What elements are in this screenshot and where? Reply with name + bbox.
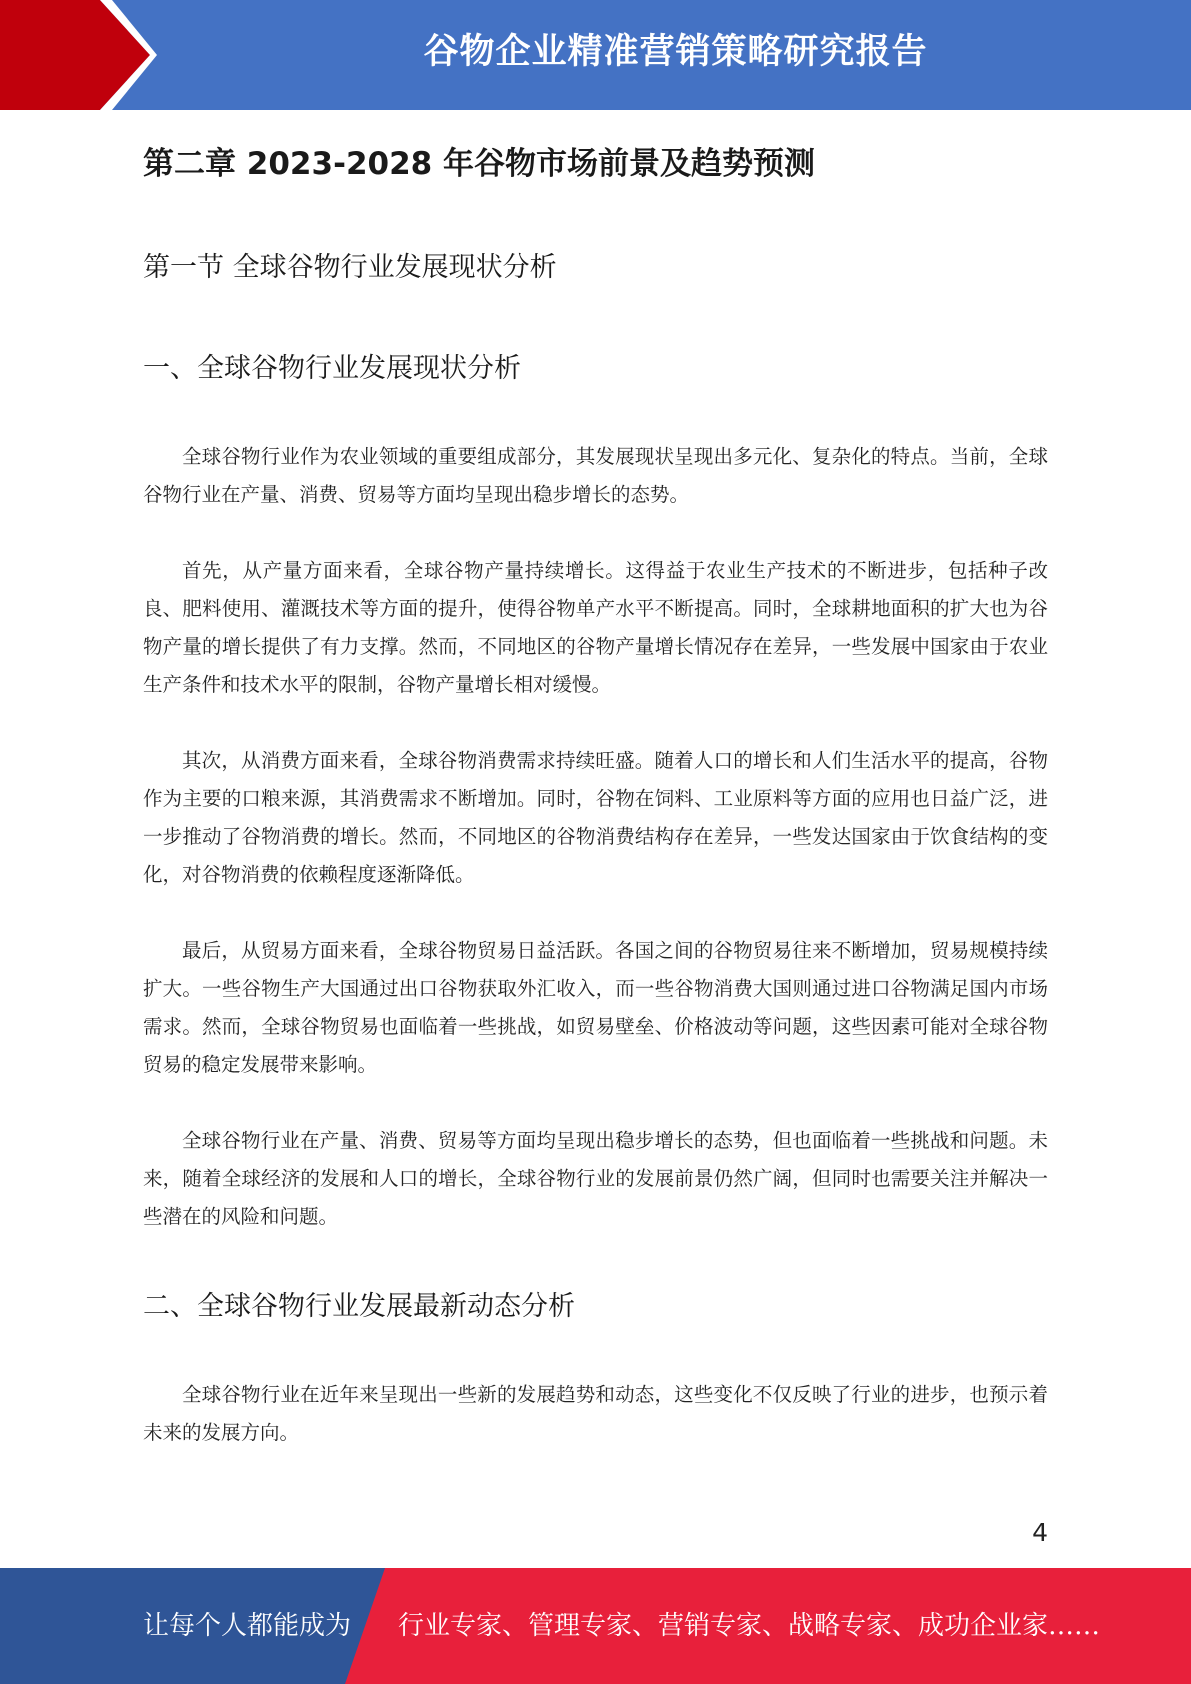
section-title: 第一节 全球谷物行业发展现状分析 — [143, 252, 557, 283]
paragraph: 首先，从产量方面来看，全球谷物产量持续增长。这得益于农业生产技术的不断进步，包括种子改良、肥料使用、灌溉技术等方面的提升，使得谷物单产水平不断提高。同时，全球耕地面积的扩大也为谷物产量的增长提供了有力支撑。然而，不同地区的谷物产量增长情况存在差异，一些发展中国家由于农业生产条件和技术水平的限制，谷物产量增长相对缓慢。 — [143, 559, 1048, 696]
paragraph: 全球谷物行业在产量、消费、贸易等方面均呈现出稳步增长的态势，但也面临着一些挑战和问题。未来，随着全球经济的发展和人口的增长，全球谷物行业的发展前景仍然广阔，但同时也需要关注并解决一些潜在的风险和问题。 — [143, 1129, 1048, 1228]
paragraph: 最后，从贸易方面来看，全球谷物贸易日益活跃。各国之间的谷物贸易往来不断增加，贸易规模持续扩大。一些谷物生产大国通过出口谷物获取外汇收入，而一些谷物消费大国则通过进口谷物满足国内市场需求。然而，全球谷物贸易也面临着一些挑战，如贸易壁垒、价格波动等问题，这些因素可能对全球谷物贸易的稳定发展带来影响。 — [143, 939, 1048, 1076]
subsection-title: 一、全球谷物行业发展现状分析 — [143, 353, 521, 384]
paragraph: 全球谷物行业在近年来呈现出一些新的发展趋势和动态，这些变化不仅反映了行业的进步，也预示着未来的发展方向。 — [143, 1383, 1048, 1444]
subsection-title: 二、全球谷物行业发展最新动态分析 — [143, 1291, 575, 1322]
footer-slogan-lead: 让每个人都能成为 — [143, 1611, 352, 1641]
chapter-title: 第二章 2023-2028 年谷物市场前景及趋势预测 — [143, 146, 816, 182]
page-header — [0, 0, 1191, 110]
paragraph: 其次，从消费方面来看，全球谷物消费需求持续旺盛。随着人口的增长和人们生活水平的提高，谷物作为主要的口粮来源，其消费需求不断增加。同时，谷物在饲料、工业原料等方面的应用也日益广泛，进一步推动了谷物消费的增长。然而，不同地区的谷物消费结构存在差异，一些发达国家由于饮食结构的变化，对谷物消费的依赖程度逐渐降低。 — [143, 749, 1048, 886]
paragraph: 全球谷物行业作为农业领域的重要组成部分，其发展现状呈现出多元化、复杂化的特点。当前，全球谷物行业在产量、消费、贸易等方面均呈现出稳步增长的态势。 — [143, 445, 1048, 506]
footer-slogan-roles: 行业专家、管理专家、营销专家、战略专家、成功企业家…… — [398, 1611, 1101, 1641]
header-arrow-decoration — [0, 0, 160, 110]
page-footer — [0, 1568, 1191, 1684]
report-title: 谷物企业精准营销策略研究报告 — [423, 32, 928, 72]
page-number: 4 — [1032, 1518, 1048, 1547]
